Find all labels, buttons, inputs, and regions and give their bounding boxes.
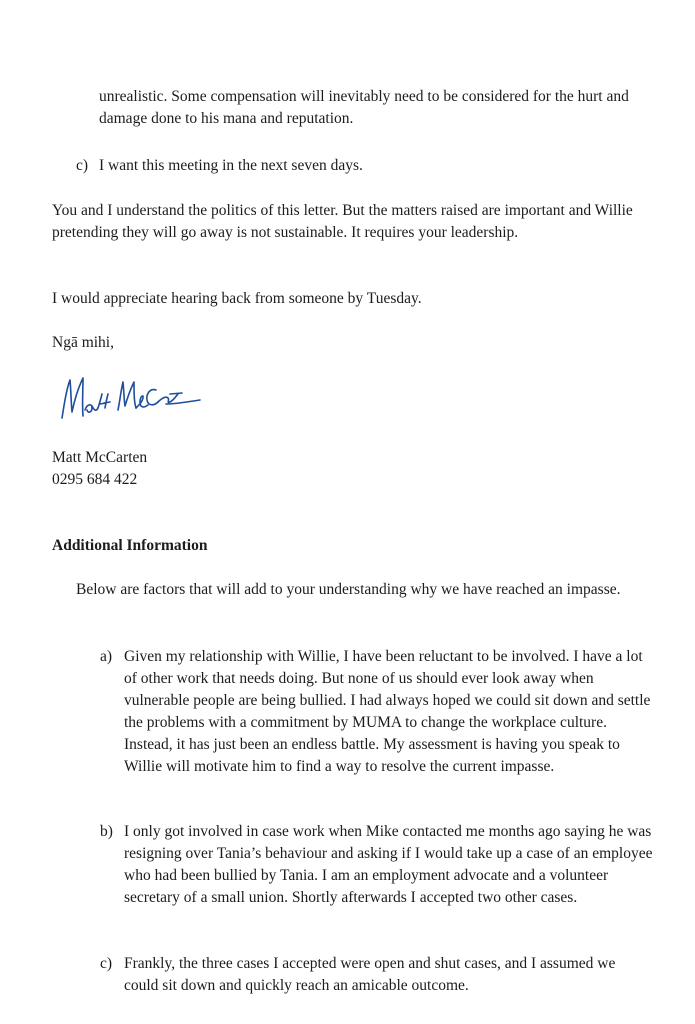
section-heading	[52, 535, 452, 557]
section-intro	[76, 579, 661, 601]
section-intro-text: Below are factors that will add to your understanding why we have reached an impasse.	[76, 581, 621, 598]
continuation-text: unrealistic. Some compensation will inevitably need to be considered for the hurt and damage done to his mana and reputation.	[99, 88, 629, 127]
continuation-paragraph	[99, 86, 664, 130]
list-item-a	[100, 646, 660, 800]
signer-phone-text: 0295 684 422	[52, 471, 138, 488]
list-item-c	[100, 953, 660, 997]
list-item-b	[100, 821, 660, 931]
closing-salutation	[52, 332, 352, 354]
section-heading-text: Additional Information	[52, 537, 208, 554]
handwritten-signature	[58, 372, 208, 424]
signer-name-text: Matt McCarten	[52, 449, 148, 466]
list-item-text: Frankly, the three cases I accepted were open and shut cases, and I assumed we could sit down and quickly reach an amicable outcome.	[124, 955, 616, 994]
signer-name	[52, 447, 352, 469]
request-item-c	[76, 155, 666, 177]
body-paragraph-text: You and I understand the politics of this letter. But the matters raised are important and Willie pretending they will go away is not sustainable. It requires your leadership.	[52, 202, 633, 241]
request-item-text: I want this meeting in the next seven days.	[99, 157, 363, 174]
signer-phone	[52, 469, 352, 491]
list-item-marker: b)	[100, 823, 113, 840]
list-item-marker: c)	[100, 955, 113, 972]
list-item-text: Given my relationship with Willie, I have been reluctant to be involved. I have a lot of other work that needs doing. But none of us should ever look away when vulnerable people are being bullied. I had always hoped we could sit down and settle the problems with a commitment by MUMA to change the workplace culture. Instead, it has just been an endless battle. My assessment is having you speak to Willie will motivate him to find a way to resolve the current impasse.	[124, 648, 651, 775]
closing-salutation-text: Ngā mihi,	[52, 334, 114, 351]
body-paragraph-text: I would appreciate hearing back from someone by Tuesday.	[52, 290, 422, 307]
body-paragraph	[52, 200, 657, 244]
list-item-marker: a)	[100, 648, 113, 665]
body-paragraph	[52, 288, 657, 310]
request-item-marker: c)	[76, 157, 89, 174]
list-item-text: I only got involved in case work when Mike contacted me months ago saying he was resigning over Tania’s behaviour and asking if I would take up a case of an employee who had been bullied by Tania. I am an employment advocate and a volunteer secretary of a small union. Shortly afterwards I accepted two other cases.	[124, 823, 653, 906]
